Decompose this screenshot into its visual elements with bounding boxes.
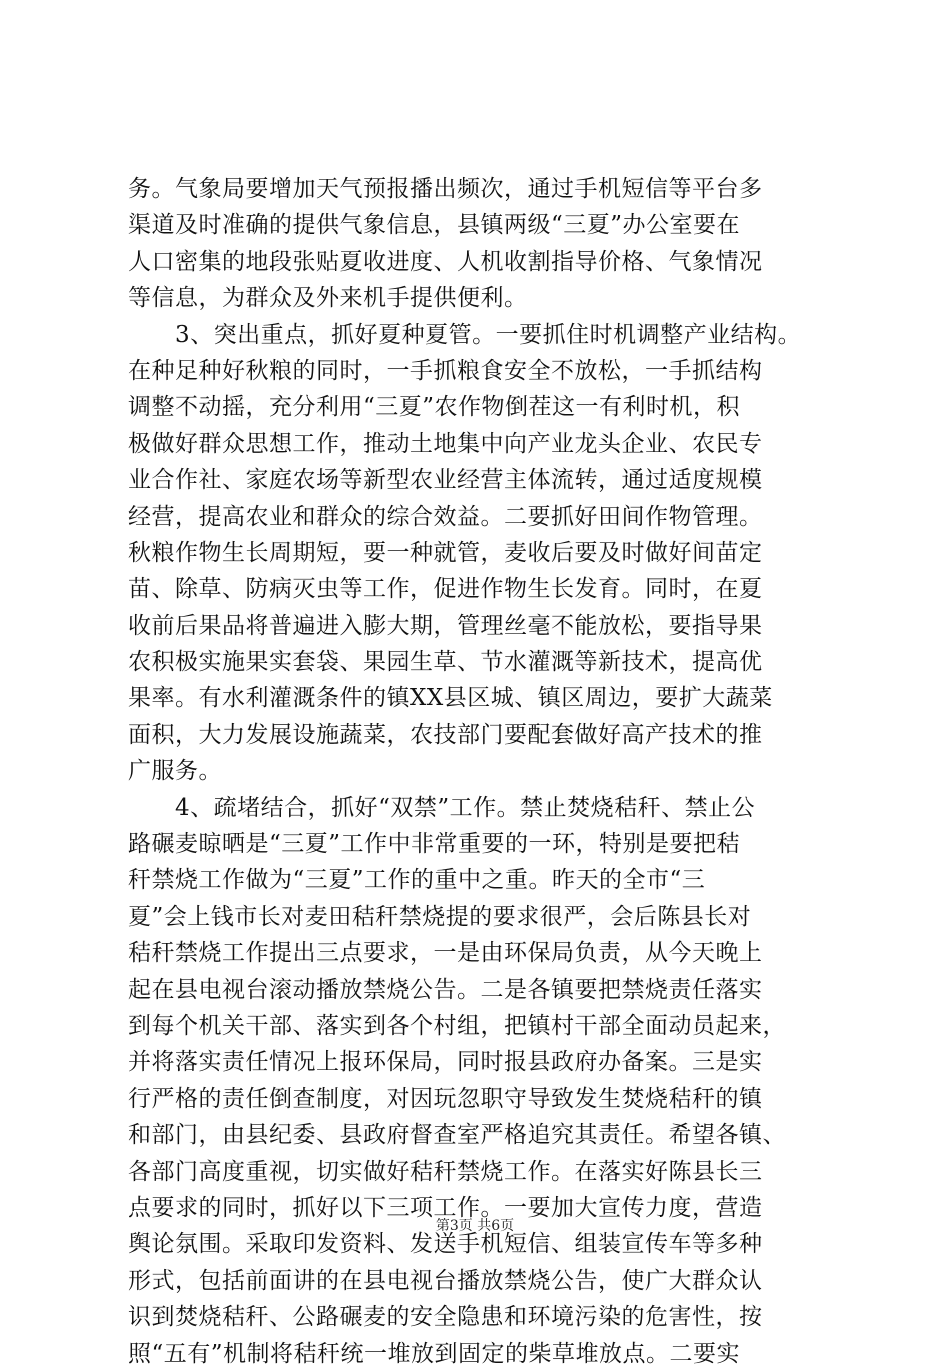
text-line: 到每个机关干部、落实到各个村组，把镇村干部全面动员起来，: [128, 1012, 786, 1039]
text-line: 识到焚烧秸秆、公路碾麦的安全隐患和环境污染的危害性，按: [128, 1304, 763, 1331]
text-line: 经营，提高农业和群众的综合效益。二要抓好田间作物管理。: [128, 503, 763, 530]
page-footer: 第3页 共6页: [435, 1218, 515, 1234]
text-line: 秋粮作物生长周期短，要一种就管，麦收后要及时做好间苗定: [128, 539, 763, 566]
text-line: 照“五有”机制将秸秆统一堆放到固定的柴草堆放点。二要实: [128, 1340, 741, 1367]
text-line: 收前后果品将普遍进入膨大期，管理丝毫不能放松，要指导果: [128, 612, 763, 639]
text-line: 舆论氛围。采取印发资料、发送手机短信、组装宣传车等多种: [128, 1231, 763, 1258]
text-line: 秆禁烧工作做为“三夏”工作的重中之重。昨天的全市“三: [128, 867, 706, 894]
text-line: 调整不动摇，充分利用“三夏”农作物倒茬这一有利时机，积: [128, 394, 741, 421]
text-line: 等信息，为群众及外来机手提供便利。: [128, 285, 528, 312]
body-text: [128, 171, 868, 1372]
text-line: 形式，包括前面讲的在县电视台播放禁烧公告，使广大群众认: [128, 1267, 763, 1294]
text-line: 极做好群众思想工作，推动土地集中向产业龙头企业、农民专: [128, 430, 763, 457]
text-line: 各部门高度重视，切实做好秸秆禁烧工作。在落实好陈县长三: [128, 1158, 763, 1185]
text-line: 务。气象局要增加天气预报播出频次，通过手机短信等平台多: [128, 176, 763, 202]
text-line: 行严格的责任倒查制度，对因玩忽职守导致发生焚烧秸秆的镇: [128, 1085, 763, 1112]
text-line: 苗、除草、防病灭虫等工作，促进作物生长发育。同时，在夏: [128, 576, 763, 603]
text-line: 面积，大力发展设施蔬菜，农技部门要配套做好高产技术的推: [128, 721, 763, 748]
text-line: 农积极实施果实套袋、果园生草、节水灌溉等新技术，提高优: [128, 649, 763, 676]
text-line: 业合作社、家庭农场等新型农业经营主体流转，通过适度规模: [128, 467, 763, 494]
text-line: 3、突出重点，抓好夏种夏管。一要抓住时机调整产业结构。: [128, 321, 802, 348]
text-line: 点要求的同时，抓好以下三项工作。一要加大宣传力度，营造: [128, 1194, 763, 1221]
text-line: 4、疏堵结合，抓好“双禁”工作。禁止焚烧秸秆、禁止公: [128, 794, 756, 821]
text-line: 在种足种好秋粮的同时，一手抓粮食安全不放松，一手抓结构: [128, 357, 763, 384]
text-line: 果率。有水利灌溉条件的镇XX县区城、镇区周边，要扩大蔬菜: [128, 685, 773, 712]
text-line: 夏”会上钱市长对麦田秸秆禁烧提的要求很严，会后陈县长对: [128, 903, 752, 930]
text-line: 起在县电视台滚动播放禁烧公告。二是各镇要把禁烧责任落实: [128, 976, 763, 1003]
text-line: 和部门，由县纪委、县政府督查室严格追究其责任。希望各镇、: [128, 1122, 786, 1149]
text-line: 秸秆禁烧工作提出三点要求，一是由环保局负责，从今天晚上: [128, 940, 763, 967]
text-line: 路碾麦晾晒是“三夏”工作中非常重要的一环，特别是要把秸: [128, 831, 741, 858]
text-line: 人口密集的地段张贴夏收进度、人机收割指导价格、气象情况: [128, 248, 763, 275]
text-line: 渠道及时准确的提供气象信息，县镇两级“三夏”办公室要在: [128, 212, 741, 239]
text-line: 广服务。: [128, 758, 222, 785]
text-line: 并将落实责任情况上报环保局，同时报县政府办备案。三是实: [128, 1049, 763, 1076]
